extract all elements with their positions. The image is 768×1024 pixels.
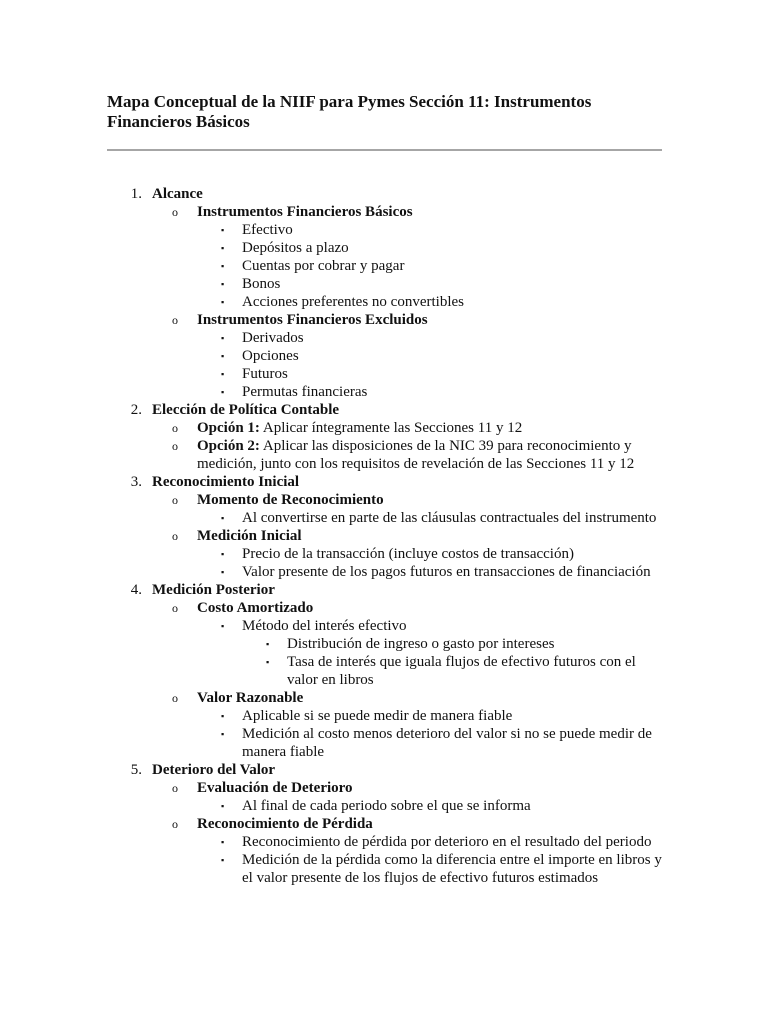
list-item: [0, 203, 768, 221]
section-2: [0, 401, 768, 419]
list-item: [0, 815, 768, 833]
square-bullet-icon: ▪: [221, 243, 225, 253]
list-item-text: Tasa de interés que iguala flujos de efectivo futuros con el valor en libros: [287, 654, 636, 688]
square-bullet-icon: ▪: [221, 351, 225, 361]
title-divider: [107, 149, 662, 151]
square-bullet-icon: ▪: [221, 729, 225, 739]
square-bullet-icon: ▪: [221, 261, 225, 271]
section-number: 2.: [130, 402, 142, 418]
section-number: 3.: [130, 474, 142, 490]
list-item-text: Al convertirse en parte de las cláusulas contractuales del instrumento: [242, 510, 657, 526]
square-bullet-icon: ▪: [221, 369, 225, 379]
subsection-title: Instrumentos Financieros Excluidos: [197, 312, 428, 328]
list-item: [0, 563, 768, 581]
list-item-text: Cuentas por cobrar y pagar: [242, 258, 405, 274]
list-item: [0, 329, 768, 347]
square-bullet-icon: ▪: [221, 837, 225, 847]
list-item: [0, 419, 768, 437]
list-item: [0, 797, 768, 815]
list-item-text: Acciones preferentes no convertibles: [242, 294, 464, 310]
circle-bullet-icon: o: [172, 313, 178, 327]
square-bullet-icon: ▪: [221, 621, 225, 631]
list-item: [0, 293, 768, 311]
list-item-text: Efectivo: [242, 222, 293, 238]
subsection-title: Valor Razonable: [197, 690, 304, 706]
section-4: [0, 581, 768, 599]
circle-bullet-icon: o: [172, 421, 178, 435]
list-item: [0, 851, 768, 887]
list-item: [0, 527, 768, 545]
page-title: Mapa Conceptual de la NIIF para Pymes Sección 11: Instrumentos Financieros Básicos: [107, 92, 592, 131]
list-item: [0, 347, 768, 365]
list-item: [0, 509, 768, 527]
list-item: [0, 365, 768, 383]
option-label: Opción 1:: [197, 420, 260, 436]
section-title: Alcance: [152, 186, 203, 202]
list-item-text: Reconocimiento de pérdida por deterioro en el resultado del periodo: [242, 834, 652, 850]
square-bullet-icon: ▪: [221, 387, 225, 397]
square-bullet-icon: ▪: [221, 549, 225, 559]
option-text: Aplicar las disposiciones de la NIC 39 para reconocimiento y medición, junto con los requisitos de revelación de las Secciones 11 y 12: [197, 438, 635, 472]
list-item: [0, 779, 768, 797]
circle-bullet-icon: o: [172, 781, 178, 795]
section-number: 1.: [130, 186, 142, 202]
subsection-title: Reconocimiento de Pérdida: [197, 816, 373, 832]
square-bullet-icon: ▪: [221, 711, 225, 721]
section-5: [0, 761, 768, 779]
list-item-text: Derivados: [242, 330, 304, 346]
square-bullet-icon: ▪: [221, 225, 225, 235]
square-bullet-icon: ▪: [266, 639, 270, 649]
list-item-text: Opciones: [242, 348, 299, 364]
list-item: [0, 437, 768, 473]
circle-bullet-icon: o: [172, 529, 178, 543]
circle-bullet-icon: o: [172, 439, 178, 453]
circle-bullet-icon: o: [172, 691, 178, 705]
subsection-title: Momento de Reconocimiento: [197, 492, 384, 508]
list-item-text: Aplicable si se puede medir de manera fiable: [242, 708, 513, 724]
list-item-text: Método del interés efectivo: [242, 618, 407, 634]
subsection-title: Medición Inicial: [197, 528, 302, 544]
square-bullet-icon: ▪: [266, 657, 270, 667]
list-item: [0, 599, 768, 617]
square-bullet-icon: ▪: [221, 513, 225, 523]
list-item-text: Valor presente de los pagos futuros en transacciones de financiación: [242, 564, 651, 580]
list-item-text: Medición al costo menos deterioro del valor si no se puede medir de manera fiable: [242, 726, 652, 760]
list-item-text: Futuros: [242, 366, 288, 382]
section-title: Elección de Política Contable: [152, 402, 340, 418]
subsection-title: Evaluación de Deterioro: [197, 780, 353, 796]
square-bullet-icon: ▪: [221, 333, 225, 343]
list-item: [0, 221, 768, 239]
circle-bullet-icon: o: [172, 205, 178, 219]
section-number: 5.: [130, 762, 142, 778]
circle-bullet-icon: o: [172, 817, 178, 831]
circle-bullet-icon: o: [172, 601, 178, 615]
section-3: [0, 473, 768, 491]
list-item-text: Permutas financieras: [242, 384, 368, 400]
square-bullet-icon: ▪: [221, 801, 225, 811]
list-item: [0, 725, 768, 761]
square-bullet-icon: ▪: [221, 297, 225, 307]
list-item: [0, 311, 768, 329]
list-item: [0, 653, 768, 689]
list-item-text: Depósitos a plazo: [242, 240, 349, 256]
list-item: [0, 617, 768, 635]
section-title: Medición Posterior: [152, 582, 275, 598]
outline-list: [0, 185, 768, 887]
list-item: [0, 275, 768, 293]
list-item: [0, 833, 768, 851]
list-item-text: Al final de cada periodo sobre el que se informa: [242, 798, 531, 814]
section-title: Reconocimiento Inicial: [152, 474, 300, 490]
square-bullet-icon: ▪: [221, 279, 225, 289]
list-item: [0, 383, 768, 401]
list-item: [0, 491, 768, 509]
section-number: 4.: [130, 582, 142, 598]
list-item: [0, 239, 768, 257]
subsection-title: Instrumentos Financieros Básicos: [197, 204, 413, 220]
option-label: Opción 2:: [197, 438, 260, 454]
square-bullet-icon: ▪: [221, 855, 225, 865]
list-item-text: Distribución de ingreso o gasto por intereses: [287, 636, 555, 652]
list-item-text: Medición de la pérdida como la diferencia entre el importe en libros y el valor presente de los flujos de efectivo futuros estimados: [242, 852, 662, 886]
list-item: [0, 689, 768, 707]
list-item: [0, 707, 768, 725]
section-title: Deterioro del Valor: [152, 762, 276, 778]
list-item: [0, 257, 768, 275]
circle-bullet-icon: o: [172, 493, 178, 507]
section-1: [0, 185, 768, 203]
square-bullet-icon: ▪: [221, 567, 225, 577]
list-item: [0, 545, 768, 563]
list-item-text: Precio de la transacción (incluye costos de transacción): [242, 546, 574, 562]
list-item: [0, 635, 768, 653]
subsection-title: Costo Amortizado: [197, 600, 314, 616]
list-item-text: Bonos: [242, 276, 281, 292]
option-text: Aplicar íntegramente las Secciones 11 y 12: [259, 420, 523, 436]
